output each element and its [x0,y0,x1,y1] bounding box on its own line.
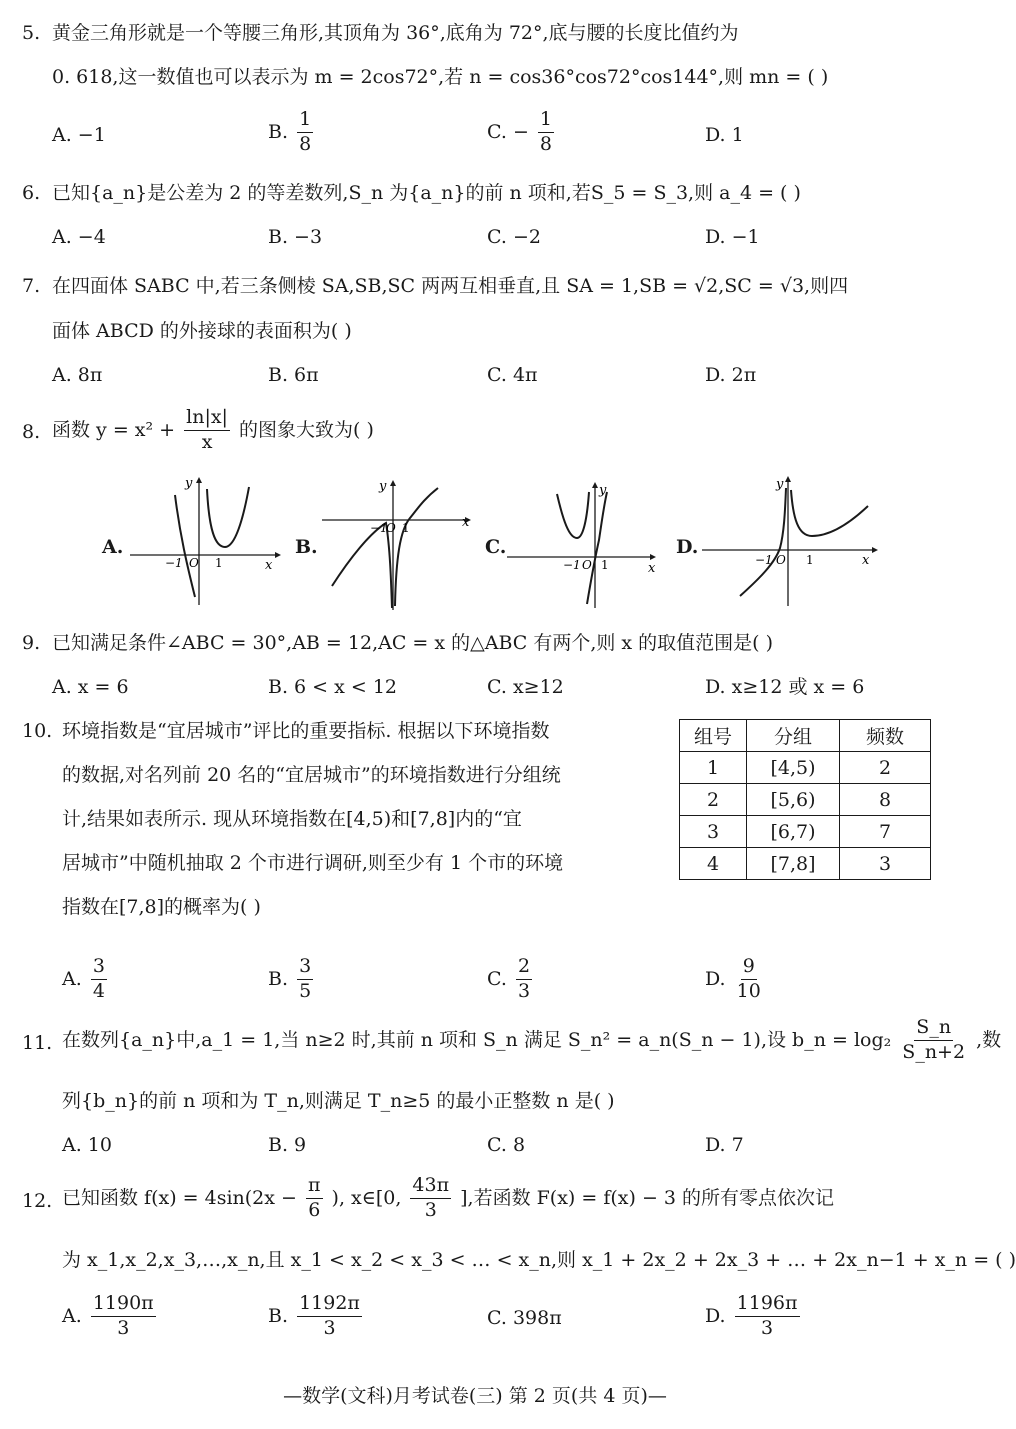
q5-option-b-label: B. [268,120,289,143]
graph-d-tick-o: O [776,553,786,567]
q10-b-den: 5 [299,979,312,1002]
q12-line2: 为 x_1,x_2,x_3,…,x_n,且 x_1 < x_2 < x_3 < … < x_n,则 x_1 + 2x_2 + 2x_3 + … + 2x_n−1 + x_n = ( ) [62,1249,1016,1271]
q10-d-den: 10 [736,979,761,1002]
table-cell: 2 [680,784,747,816]
q11-option-b: B. 9 [268,1134,307,1156]
table-header-group: 分组 [747,720,840,752]
q10-a-num: 3 [91,957,107,980]
q12-d-fraction [735,1294,800,1339]
table-cell: 1 [680,752,747,784]
q11-fraction [900,1018,967,1063]
q8-prefix: 函数 y = x² + [52,418,176,441]
q6-line1: 已知{a_n}是公差为 2 的等差数列,S_n 为{a_n}的前 n 项和,若S_5 = S_3,则 a_4 = ( ) [52,182,801,204]
q5-number: 5. [22,22,41,44]
graph-b-svg [320,478,480,613]
q11-line1 [62,1018,1001,1063]
q12-option-b [268,1294,365,1339]
page-footer: —数学(文科)月考试卷(三) 第 2 页(共 4 页)— [283,1385,667,1407]
q6-number: 6. [22,182,41,204]
q10-d-fraction [735,957,763,1002]
q10-b-num: 3 [297,957,313,980]
q5-option-b-fraction [297,110,313,155]
q12-option-d [705,1294,803,1339]
table-cell: [7,8] [747,848,840,880]
table-header-frequency: 频数 [840,720,931,752]
q10-number: 10. [22,720,53,742]
q12-b-fraction [297,1294,362,1339]
graph-d-label: D. [676,536,699,558]
table-cell: 4 [680,848,747,880]
q5-option-c-label: C. − [487,120,529,143]
graph-c-tick-neg: −1 [563,558,581,572]
q12-line1-text-c: ],若函数 F(x) = f(x) − 3 的所有零点依次记 [460,1186,835,1209]
table-row [680,816,931,848]
q6-option-a: A. −4 [52,226,106,248]
q5-b-den: 8 [299,132,312,155]
table-row [680,848,931,880]
table-cell: 3 [840,848,931,880]
q10-line5: 指数在[7,8]的概率为( ) [62,896,261,918]
q12-line1-text-b: ), x∈[0, [331,1186,402,1209]
q12-d-label: D. [705,1304,726,1327]
q12-fraction-2 [410,1176,451,1221]
graph-a-tick-pos: 1 [215,556,223,570]
q12-a-fraction [91,1294,156,1339]
graph-b [320,478,480,618]
q12-a-label: A. [62,1304,82,1327]
q12-a-den: 3 [117,1316,130,1339]
table-cell: 7 [840,816,931,848]
table-cell: [6,7) [747,816,840,848]
q12-f1-num: π [306,1176,323,1199]
q10-d-label: D. [705,967,726,990]
graph-b-tick-o: O [386,521,396,535]
q10-line2: 的数据,对名列前 20 名的“宜居城市”的环境指数进行分组统 [62,764,561,786]
graph-c-tick-o: O [582,558,592,572]
table-cell: [4,5) [747,752,840,784]
table-header-group-no: 组号 [680,720,747,752]
q8-fraction [184,408,230,453]
q9-line1: 已知满足条件∠ABC = 30°,AB = 12,AC = x 的△ABC 有两个,则 x 的取值范围是( ) [52,632,774,654]
q11-option-a: A. 10 [62,1134,112,1156]
q6-option-c: C. −2 [487,226,541,248]
graph-a-x-label: x [265,558,273,573]
table-row [680,752,931,784]
q8-number: 8. [22,421,41,443]
graph-d-x-label: x [862,553,870,568]
q7-number: 7. [22,275,41,297]
q10-c-label: C. [487,967,507,990]
q10-a-den: 4 [92,979,105,1002]
graph-a-y-label: y [185,476,193,491]
q10-option-d [705,957,766,1002]
q5-option-c [487,110,557,155]
q8-frac-num: ln|x| [184,408,230,431]
q10-line1: 环境指数是“宜居城市”评比的重要指标. 根据以下环境指数 [62,720,550,742]
graph-c-y-label: y [599,483,607,498]
graph-b-label: B. [295,536,318,558]
q7-option-a: A. 8π [52,364,103,386]
q11-line1-tail: ,数 [976,1028,1002,1051]
q11-frac-num: S_n [914,1018,953,1041]
q12-b-label: B. [268,1304,289,1327]
q5-b-num: 1 [297,110,313,133]
q12-number: 12. [22,1190,53,1212]
q10-line4: 居城市”中随机抽取 2 个市进行调研,则至少有 1 个市的环境 [62,852,564,874]
q11-option-d: D. 7 [705,1134,744,1156]
frequency-table [679,719,931,880]
q10-b-label: B. [268,967,289,990]
q12-d-den: 3 [761,1316,774,1339]
graph-d-tick-pos: 1 [806,553,814,567]
q6-option-d: D. −1 [705,226,760,248]
q10-option-b [268,957,316,1002]
q9-number: 9. [22,632,41,654]
q10-d-num: 9 [741,957,757,980]
q9-option-d: D. x≥12 或 x = 6 [705,676,865,698]
table-cell: [5,6) [747,784,840,816]
q10-c-den: 3 [517,979,531,1002]
q5-option-d: D. 1 [705,124,744,146]
q12-a-num: 1190π [91,1294,156,1317]
q5-c-num: 1 [538,110,554,133]
table-cell: 2 [840,752,931,784]
graph-c-svg [505,480,665,615]
q5-line2: 0. 618,这一数值也可以表示为 m = 2cos72°,若 n = cos36°cos72°cos144°,则 mn = ( ) [52,66,829,88]
q7-option-d: D. 2π [705,364,757,386]
q12-d-num: 1196π [735,1294,800,1317]
q7-line1: 在四面体 SABC 中,若三条侧棱 SA,SB,SC 两两互相垂直,且 SA = 1,SB = √2,SC = √3,则四 [52,275,849,297]
q8-suffix: 的图象大致为( ) [239,418,374,441]
graph-b-tick-pos: 1 [402,521,410,535]
q12-f2-num: 43π [410,1176,451,1199]
q12-option-c: C. 398π [487,1307,562,1329]
q11-option-c: C. 8 [487,1134,526,1156]
q10-c-num: 2 [516,957,532,980]
q7-option-b: B. 6π [268,364,319,386]
q10-option-c [487,957,535,1002]
q5-option-c-fraction [538,110,554,155]
graph-c [505,480,665,620]
q10-a-label: A. [62,967,82,990]
q9-option-c: C. x≥12 [487,676,564,698]
graph-a-label: A. [102,536,124,558]
q12-b-num: 1192π [297,1294,362,1317]
table-row [680,784,931,816]
q11-frac-den: S_n+2 [902,1040,966,1063]
q9-option-a: A. x = 6 [52,676,129,698]
q5-option-a: A. −1 [52,124,106,146]
table-cell: 8 [840,784,931,816]
q8-frac-den: x [201,430,213,453]
q12-line1-text-a: 已知函数 f(x) = 4sin(2x − [62,1186,297,1209]
graph-a-tick-neg: −1 [165,556,183,570]
graph-a-svg [125,475,285,610]
q7-line2: 面体 ABCD 的外接球的表面积为( ) [52,320,352,342]
graph-b-tick-neg: −1 [370,521,388,535]
q5-c-den: 8 [539,132,552,155]
q12-line1 [62,1176,834,1221]
q7-option-c: C. 4π [487,364,538,386]
q10-a-fraction [91,957,107,1002]
q10-line3: 计,结果如表所示. 现从环境指数在[4,5)和[7,8]内的“宜 [62,808,522,830]
q11-line1-text: 在数列{a_n}中,a_1 = 1,当 n≥2 时,其前 n 项和 S_n 满足 S_n² = a_n(S_n − 1),设 b_n = log₂ [62,1028,892,1051]
q10-b-fraction [297,957,313,1002]
graph-d-svg [700,478,880,613]
q12-f1-den: 6 [308,1198,321,1221]
graph-a [125,475,285,615]
q6-option-b: B. −3 [268,226,323,248]
q9-option-b: B. 6 < x < 12 [268,676,398,698]
graph-c-x-label: x [648,561,656,576]
graph-a-tick-o: O [189,556,199,570]
q11-line2: 列{b_n}的前 n 项和为 T_n,则满足 T_n≥5 的最小正整数 n 是( ) [62,1090,615,1112]
q8-line1 [52,408,374,453]
table-cell: 3 [680,816,747,848]
graph-b-y-label: y [379,479,387,494]
graph-c-label: C. [485,536,507,558]
q10-c-fraction [516,957,532,1002]
graph-d-tick-neg: −1 [755,553,773,567]
q12-fraction-1 [306,1176,323,1221]
graph-c-tick-pos: 1 [601,558,609,572]
q11-number: 11. [22,1032,53,1054]
q12-f2-den: 3 [424,1198,437,1221]
q12-option-a [62,1294,159,1339]
q5-option-b [268,110,316,155]
q10-option-a [62,957,110,1002]
q12-b-den: 3 [323,1316,336,1339]
graph-d-y-label: y [776,477,784,492]
table-header-row [680,720,931,752]
graph-d [700,478,880,618]
q5-line1: 黄金三角形就是一个等腰三角形,其顶角为 36°,底角为 72°,底与腰的长度比值约为 [52,22,739,44]
graph-b-x-label: x [462,515,470,530]
